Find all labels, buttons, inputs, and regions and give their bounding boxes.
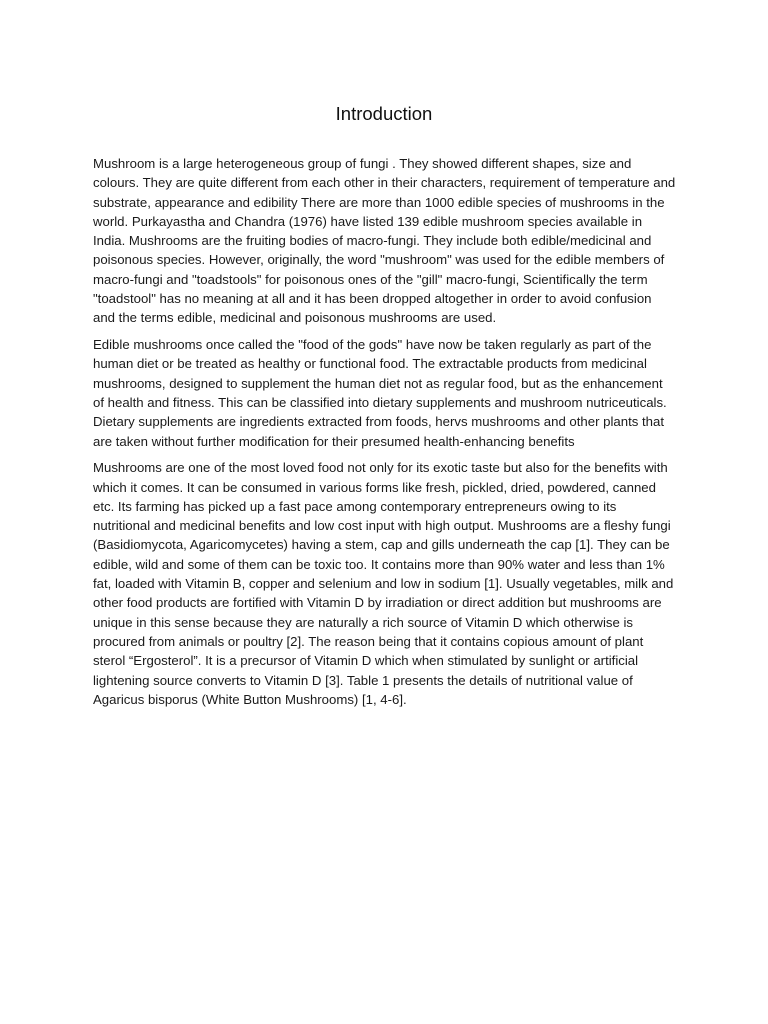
paragraph-intro-mushroom-description: Mushroom is a large heterogeneous group of fungi . They showed different shapes, size and colours. They are quite different from each other in their characters, requirement of temperature and substrate, appearance and edibility There are more than 1000 edible species of mushrooms in the world. Purkayastha and Chandra (1976) have listed 139 edible mushroom species available in India. Mushrooms are the fruiting bodies of macro-fungi. They include both edible/medicinal and poisonous species. However, originally, the word "mushroom" was used for the edible members of macro-fungi and "toadstools" for poisonous ones of the "gill" macro-fungi, Scientifically the term "toadstool" has no meaning at all and it has been dropped altogether in order to avoid confusion and the terms edible, medicinal and poisonous mushrooms are used.: [93, 156, 676, 326]
document-body: [93, 154, 677, 716]
paragraph-nutritional-benefits: Mushrooms are one of the most loved food not only for its exotic taste but also for the benefits with which it comes. It can be consumed in various forms like fresh, pickled, dried, powdered, canned etc. Its farming has picked up a fast pace among contemporary entrepreneurs owing to its nutritional and medicinal benefits and low cost input with high output. Mushrooms are a fleshy fungi (Basidiomycota, Agaricomycetes) having a stem, cap and gills underneath the cap [1]. They can be edible, wild and some of them can be toxic too. It contains more than 90% water and less than 1% fat, loaded with Vitamin B, copper and selenium and low in sodium [1]. Usually vegetables, milk and other food products are fortified with Vitamin D by irradiation or direct addition but mushrooms are unique in this sense because they are naturally a rich source of Vitamin D which otherwise is procured from animals or poultry [2]. The reason being that it contains copious amount of plant sterol “Ergosterol”. It is a precursor of Vitamin D which when stimulated by sunlight or artificial lightening source converts to Vitamin D [3]. Table 1 presents the details of nutritional value of Agaricus bisporus (White Button Mushrooms) [1, 4-6].: [93, 460, 674, 707]
paragraph-edible-mushrooms: Edible mushrooms once called the "food of the gods" have now be taken regularly as part of the human diet or be treated as healthy or functional food. The extractable products from medicinal mushrooms, designed to supplement the human diet not as regular food, but as the enhancement of health and fitness. This can be classified into dietary supplements and mushroom nutriceuticals. Dietary supplements are ingredients extracted from foods, hervs mushrooms and other plants that are taken without further modification for their presumed health-enhancing benefits: [93, 337, 667, 449]
page-title: Introduction: [335, 103, 433, 124]
